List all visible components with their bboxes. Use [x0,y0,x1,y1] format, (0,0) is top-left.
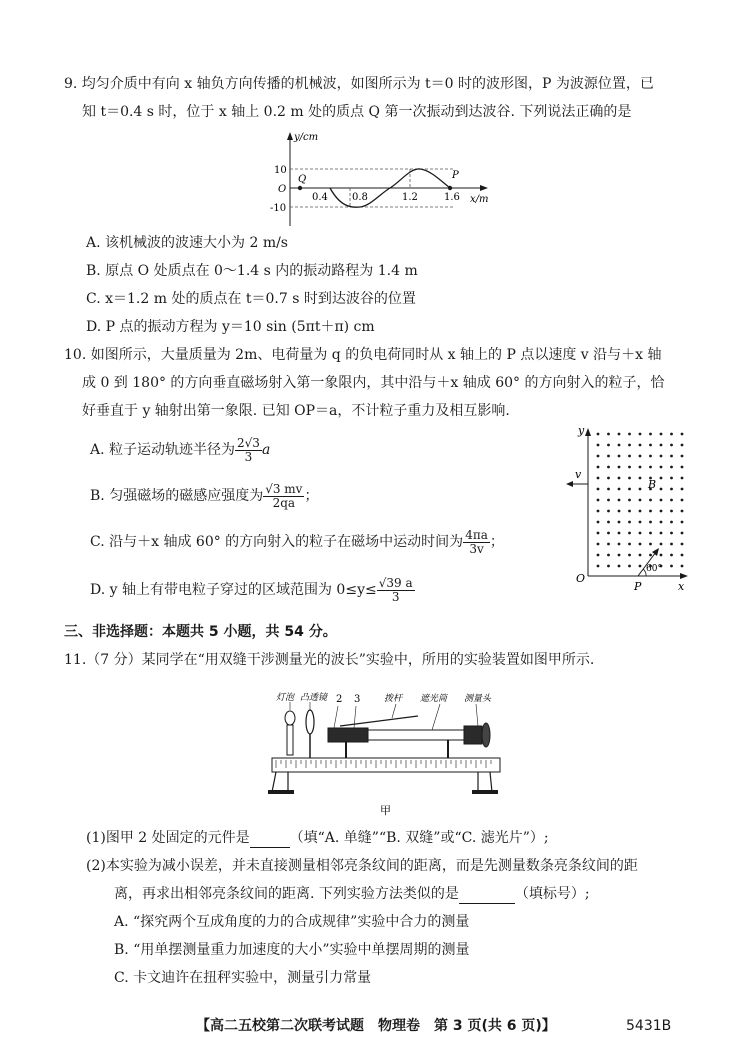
figure-caption-jia: 甲 [380,804,391,817]
field-dot [649,466,652,469]
field-dot [670,444,673,447]
field-dot [597,466,600,469]
q10-option-b: B. 匀强磁场的磁感应强度为 $\frac{√3 mv}{2qa}$ ； [90,481,319,510]
field-dot [660,543,663,546]
field-dot [597,565,600,568]
field-dot [597,532,600,535]
field-dot [660,532,663,535]
field-dot [628,477,631,480]
field-dot [639,499,642,502]
q11-sub2-line2: 离，再求出相邻亮条纹间的距离. 下列实验方法类似的是 （填标号）; [114,886,590,902]
field-dot [639,521,642,524]
field-dot [607,554,610,557]
field-dot [618,433,621,436]
field-dot [607,565,610,568]
field-dot [681,521,684,524]
magnetic-field-dots [597,433,684,568]
q10-b-label: B [648,478,657,491]
q9-xtick-1.2: 1.2 [402,192,418,203]
label-3: 3 [354,694,361,705]
field-dot [649,521,652,524]
field-dot [639,488,642,491]
label-tube: 遮光筒 [420,694,448,704]
field-dot [649,433,652,436]
label-2: 2 [336,694,343,705]
field-dot [660,477,663,480]
field-dot [660,554,663,557]
q10-stem-line1: 10. 如图所示，大量质量为 2m、电荷量为 q 的负电荷同时从 x 轴上的 P 点以速度 v 沿与＋x 轴 [64,347,662,363]
field-dot [660,488,663,491]
field-dot [681,444,684,447]
field-dot [670,521,673,524]
field-dot [681,477,684,480]
q9-option-c: C. x＝1.2 m 处的质点在 t＝0.7 s 时到达波谷的位置 [86,291,416,307]
q10-field-figure [566,424,696,594]
field-dot [681,532,684,535]
page-footer-title: 【高二五校第二次联考试题 物理卷 第 3 页(共 6 页)】 [196,1018,556,1034]
field-dot [639,455,642,458]
field-dot [628,543,631,546]
field-dot [681,510,684,513]
q9-option-a: A. 该机械波的波速大小为 2 m/s [86,235,288,251]
field-dot [670,565,673,568]
q10-x-label: x [678,580,685,593]
label-measuring-head: 测量头 [464,694,492,704]
field-dot [660,510,663,513]
q11-stem: 11.（7 分）某同学在“用双缝干涉测量光的波长”实验中，所用的实验装置如图甲所示. [64,652,595,668]
q11-choice-a: A. “探究两个互成角度的力的合成规律”实验中合力的测量 [114,914,470,930]
field-dot [607,543,610,546]
q9-stem-line1: 9. 均匀介质中有向 x 轴负方向传播的机械波，如图所示为 t＝0 时的波形图，P 为波源位置，已 [64,76,654,92]
q9-ytick-10: 10 [274,165,287,176]
field-dot [607,521,610,524]
q9-origin-label: O [278,184,287,195]
q11-sub2-answer-blank[interactable] [459,887,515,904]
q10-stem-line2: 成 0 到 180° 的方向垂直磁场射入第一象限内，其中沿与＋x 轴成 60° 的方向射入的粒子，恰 [82,375,665,391]
q11-choice-c: C. 卡文迪许在扭秤实验中，测量引力常量 [114,970,372,986]
q9-ytick-neg10: -10 [270,203,287,214]
field-dot [628,521,631,524]
field-dot [607,466,610,469]
field-dot [618,532,621,535]
q9-xtick-1.6: 1.6 [444,192,460,203]
field-dot [618,477,621,480]
field-dot [628,444,631,447]
field-dot [597,521,600,524]
q9-option-d: D. P 点的振动方程为 y＝10 sin (5πt＋π) cm [86,319,375,335]
field-dot [639,444,642,447]
q11-choice-b: B. “用单摆测量重力加速度的大小”实验中单摆周期的测量 [114,942,470,958]
field-dot [649,499,652,502]
field-dot [639,565,642,568]
field-dot [670,532,673,535]
field-dot [628,565,631,568]
q9-xtick-0.8: 0.8 [352,192,368,203]
field-dot [670,554,673,557]
field-dot [660,433,663,436]
field-dot [681,543,684,546]
q9-x-axis-label: x/m [470,194,489,205]
field-dot [607,433,610,436]
field-dot [639,532,642,535]
field-dot [660,466,663,469]
field-dot [597,455,600,458]
q9-point-p: P [452,170,459,181]
page-footer-code: 5431B [626,1018,672,1034]
field-dot [618,543,621,546]
field-dot [681,433,684,436]
field-dot [628,455,631,458]
field-dot [597,433,600,436]
field-dot [597,554,600,557]
field-dot [618,565,621,568]
field-dot [628,466,631,469]
field-dot [618,521,621,524]
q11-sub2-line1: (2)本实验为减小误差，并未直接测量相邻亮条纹间的距离，而是先测量数条亮条纹间的距 [86,858,638,874]
field-dot [670,477,673,480]
q10-option-a: A. 粒子运动轨迹半径为 $\frac{2√3}{3}$ a [90,435,271,464]
q11-sub1-answer-blank[interactable] [250,831,290,848]
field-dot [660,499,663,502]
field-dot [618,466,621,469]
field-dot [670,543,673,546]
q10-origin-label: O [576,572,586,585]
field-dot [649,554,652,557]
field-dot [597,488,600,491]
q10-option-c: C. 沿与＋x 轴成 60° 的方向射入的粒子在磁场中运动时间为 $\frac{4\pi a}{3v}$ ； [90,527,504,556]
field-dot [670,510,673,513]
field-dot [607,510,610,513]
field-dot [628,510,631,513]
field-dot [618,554,621,557]
q10-stem-line3: 好垂直于 y 轴射出第一象限. 已知 OP＝a，不计粒子重力及相互影响. [82,403,510,419]
field-dot [628,532,631,535]
field-dot [618,455,621,458]
field-dot [597,444,600,447]
field-dot [597,510,600,513]
field-dot [670,433,673,436]
field-dot [649,532,652,535]
q9-point-q: Q [298,174,307,185]
q11-sub1: (1)图甲 2 处固定的元件是 （填“A. 单缝”“B. 双缝”或“C. 滤光片”）; [86,830,549,846]
label-lens: 凸透镜 [300,693,328,703]
field-dot [639,543,642,546]
field-dot [670,488,673,491]
field-dot [597,477,600,480]
field-dot [681,554,684,557]
field-dot [597,543,600,546]
field-dot [649,543,652,546]
q9-option-b: B. 原点 O 处质点在 0～1.4 s 内的振动路程为 1.4 m [86,263,418,279]
field-dot [618,488,621,491]
field-dot [628,499,631,502]
field-dot [618,499,621,502]
q10-option-d: D. y 轴上有带电粒子穿过的区域范围为 0≤y≤ $\frac{√39 a}{3}$ [90,575,413,604]
field-dot [618,510,621,513]
field-dot [628,433,631,436]
field-dot [607,477,610,480]
section-heading: 三、非选择题：本题共 5 小题，共 54 分。 [64,624,337,640]
field-dot [639,477,642,480]
field-dot [681,466,684,469]
field-dot [607,455,610,458]
q9-xtick-0.4: 0.4 [312,192,328,203]
field-dot [670,499,673,502]
field-dot [670,455,673,458]
q9-y-axis-label: y/cm [294,132,319,143]
q9-wave-figure [270,128,500,228]
field-dot [639,554,642,557]
field-dot [628,488,631,491]
field-dot [660,444,663,447]
field-dot [681,455,684,458]
field-dot [649,455,652,458]
label-stick: 拨杆 [384,694,403,704]
field-dot [639,433,642,436]
field-dot [681,488,684,491]
field-dot [649,444,652,447]
q9-stem-line2: 知 t＝0.4 s 时，位于 x 轴上 0.2 m 处的质点 Q 第一次振动到达波谷. 下列说法正确的是 [82,104,632,120]
q11-apparatus-figure [268,688,508,818]
field-dot [670,466,673,469]
field-dot [607,532,610,535]
field-dot [681,499,684,502]
field-dot [628,554,631,557]
field-dot [607,444,610,447]
field-dot [681,565,684,568]
label-lamp: 灯泡 [276,693,295,703]
field-dot [649,510,652,513]
field-dot [607,488,610,491]
field-dot [618,444,621,447]
q10-p-label: P [634,580,642,593]
field-dot [660,521,663,524]
q10-y-label: y [578,424,585,437]
field-dot [660,455,663,458]
field-dot [597,499,600,502]
field-dot [639,510,642,513]
field-dot [639,466,642,469]
field-dot [607,499,610,502]
q10-angle-label: 60° [646,564,662,574]
q10-v-label: v [575,468,582,481]
